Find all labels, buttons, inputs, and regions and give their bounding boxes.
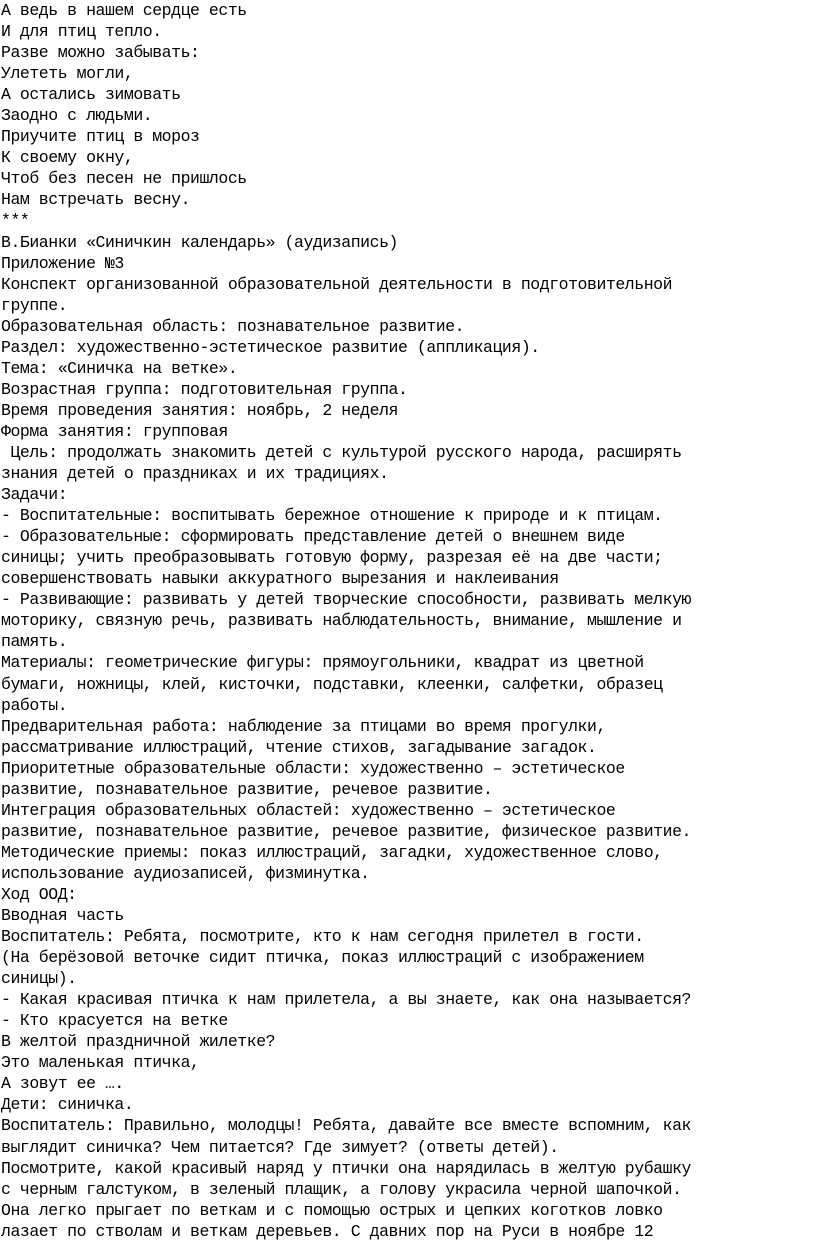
text-line: - Какая красивая птичка к нам прилетела, а вы знаете, как она называется? [1, 990, 691, 1010]
text-line: работы. [1, 695, 68, 715]
text-line: Образовательная область: познавательное развитие. [1, 316, 465, 336]
text-line: - Образовательные: сформировать представление детей о внешнем виде [1, 527, 625, 547]
text-line: Дети: синичка. [1, 1095, 134, 1115]
text-line: использование аудиозаписей, физминутка. [1, 863, 370, 883]
text-line: Посмотрите, какой красивый наряд у птички она нарядилась в желтую рубашку [1, 1158, 691, 1178]
text-line: Форма занятия: групповая [1, 421, 228, 441]
text-line: Цель: продолжать знакомить детей с культурой русского народа, расширять [1, 442, 682, 462]
text-line: совершенствовать навыки аккуратного вырезания и наклеивания [1, 569, 559, 589]
text-line: группе. [1, 295, 68, 315]
text-line: Это маленькая птичка, [1, 1053, 200, 1073]
text-line: - Развивающие: развивать у детей творческие способности, развивать мелкую [1, 590, 691, 610]
text-line: (На берёзовой веточке сидит птичка, показ иллюстраций с изображением [1, 948, 644, 968]
text-line: лазает по стволам и веткам деревьев. С давних пор на Руси в ноябре 12 [1, 1221, 654, 1241]
text-line: Методические приемы: показ иллюстраций, загадки, художественное слово, [1, 842, 663, 862]
text-line: память. [1, 632, 68, 652]
text-line: Нам встречать весну. [1, 190, 191, 210]
text-line: Раздел: художественно-эстетическое развитие (аппликация). [1, 337, 540, 357]
text-line: развитие, познавательное развитие, речевое развитие, физическое развитие. [1, 821, 691, 841]
text-line: Ход ООД: [1, 884, 77, 904]
text-line: И для птиц тепло. [1, 22, 162, 42]
text-line: моторику, связную речь, развивать наблюдательность, внимание, мышление и [1, 611, 682, 631]
text-line: знания детей о праздниках и их традициях. [1, 464, 389, 484]
text-line: синицы). [1, 969, 77, 989]
text-line: В.Бианки «Синичкин календарь» (аудизапись) [1, 232, 398, 252]
text-line: Возрастная группа: подготовительная группа. [1, 379, 408, 399]
text-line: Предварительная работа: наблюдение за птицами во время прогулки, [1, 716, 606, 736]
text-line: Она легко прыгает по веткам и с помощью острых и цепких коготков ловко [1, 1200, 663, 1220]
text-line: Воспитатель: Правильно, молодцы! Ребята, давайте все вместе вспомним, как [1, 1116, 691, 1136]
text-line: с черным галстуком, в зеленый плащик, а голову украсила черной шапочкой. [1, 1179, 682, 1199]
text-line: рассматривание иллюстраций, чтение стихов, загадывание загадок. [1, 737, 597, 757]
text-line: - Кто красуется на ветке [1, 1011, 228, 1031]
text-line: Улететь могли, [1, 64, 134, 84]
text-line: Приоритетные образовательные области: художественно – эстетическое [1, 758, 625, 778]
text-line: В желтой праздничной жилетке? [1, 1032, 276, 1052]
text-line: Задачи: [1, 485, 68, 505]
text-line: Интеграция образовательных областей: художественно – эстетическое [1, 800, 616, 820]
text-line: Заодно с людьми. [1, 106, 153, 126]
text-line: Воспитатель: Ребята, посмотрите, кто к нам сегодня прилетел в гости. [1, 927, 644, 947]
text-line: Вводная часть [1, 906, 124, 926]
text-line: бумаги, ножницы, клей, кисточки, подставки, клеенки, салфетки, образец [1, 674, 663, 694]
text-line: А зовут ее …. [1, 1074, 124, 1094]
document-text [1, 0, 816, 1242]
text-line: Тема: «Синичка на ветке». [1, 358, 238, 378]
text-line: Материалы: геометрические фигуры: прямоугольники, квадрат из цветной [1, 653, 644, 673]
text-line: К своему окну, [1, 148, 134, 168]
text-line: Время проведения занятия: ноябрь, 2 неделя [1, 400, 398, 420]
text-line: - Воспитательные: воспитывать бережное отношение к природе и к птицам. [1, 506, 663, 526]
text-line: А остались зимовать [1, 85, 181, 105]
text-line: Приучите птиц в мороз [1, 127, 200, 147]
text-line: Приложение №3 [1, 253, 124, 273]
text-line: выглядит синичка? Чем питается? Где зимует? (ответы детей). [1, 1137, 559, 1157]
text-line: *** [1, 211, 30, 231]
text-line: Конспект организованной образовательной деятельности в подготовительной [1, 274, 673, 294]
text-line: Разве можно забывать: [1, 43, 200, 63]
text-line: Чтоб без песен не пришлось [1, 169, 247, 189]
text-line: развитие, познавательное развитие, речевое развитие. [1, 779, 493, 799]
text-line: А ведь в нашем сердце есть [1, 1, 247, 20]
text-line: синицы; учить преобразовывать готовую форму, разрезая её на две части; [1, 548, 663, 568]
